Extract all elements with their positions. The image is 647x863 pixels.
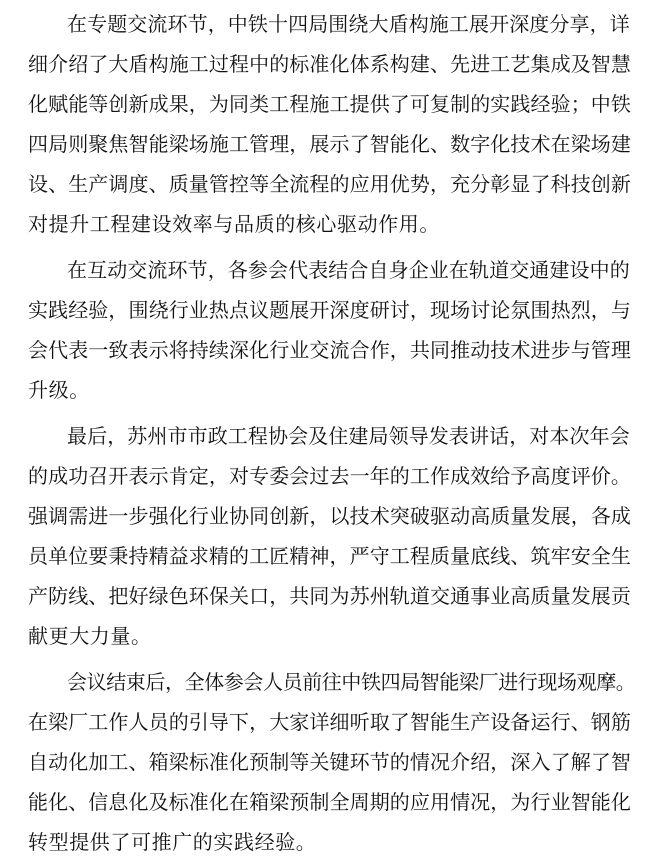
paragraph-4-line-5: 转型提供了可推广的实践经验。	[28, 830, 317, 854]
paragraph-1-line-5: 设、生产调度、质量管控等全流程的应用优势，充分彰显了科技创新	[28, 172, 631, 196]
paragraph-3-line-1: 最后，苏州市市政工程协会及住建局领导发表讲话，对本次年会	[67, 424, 630, 448]
paragraph-1-line-6: 对提升工程建设效率与品质的核心驱动作用。	[28, 212, 440, 236]
paragraph-1-line-2: 细介绍了大盾构施工过程中的标准化体系构建、先进工艺集成及智慧	[28, 52, 631, 76]
paragraph-2-line-1: 在互动交流环节，各参会代表结合自身企业在轨道交通建设中的	[67, 258, 630, 282]
paragraph-4-line-3: 自动化加工、箱梁标准化预制等关键环节的情况介绍，深入了解了智	[28, 750, 631, 774]
paragraph-1-line-1: 在专题交流环节，中铁十四局围绕大盾构施工展开深度分享，详	[67, 12, 630, 36]
paragraph-4-line-4: 能化、信息化及标准化在箱梁预制全周期的应用情况，为行业智能化	[28, 790, 631, 814]
paragraph-3-line-4: 员单位要秉持精益求精的工匠精神，严守工程质量底线、筑牢安全生	[28, 544, 631, 568]
paragraph-4-line-1: 会议结束后，全体参会人员前往中铁四局智能梁厂进行现场观摩。	[67, 670, 636, 694]
paragraph-2-line-4: 升级。	[28, 378, 90, 402]
paragraph-2-line-3: 会代表一致表示将持续深化行业交流合作，共同推动技术进步与管理	[28, 338, 631, 362]
paragraph-4-line-2: 在梁厂工作人员的引导下，大家详细听取了智能生产设备运行、钢筋	[28, 710, 631, 734]
paragraph-3-line-5: 产防线、把好绿色环保关口，共同为苏州轨道交通事业高质量发展贡	[28, 584, 631, 608]
paragraph-2-line-2: 实践经验，围绕行业热点议题展开深度研讨，现场讨论氛围热烈，与	[28, 298, 631, 322]
paragraph-3-line-6: 献更大力量。	[28, 624, 152, 648]
paragraph-1-line-3: 化赋能等创新成果，为同类工程施工提供了可复制的实践经验；中铁	[28, 92, 631, 116]
paragraph-3-line-3: 强调需进一步强化行业协同创新，以技术突破驱动高质量发展，各成	[28, 504, 631, 528]
paragraph-1-line-4: 四局则聚焦智能梁场施工管理，展示了智能化、数字化技术在梁场建	[28, 132, 631, 156]
paragraph-3-line-2: 的成功召开表示肯定，对专委会过去一年的工作成效给予高度评价。	[28, 464, 631, 488]
